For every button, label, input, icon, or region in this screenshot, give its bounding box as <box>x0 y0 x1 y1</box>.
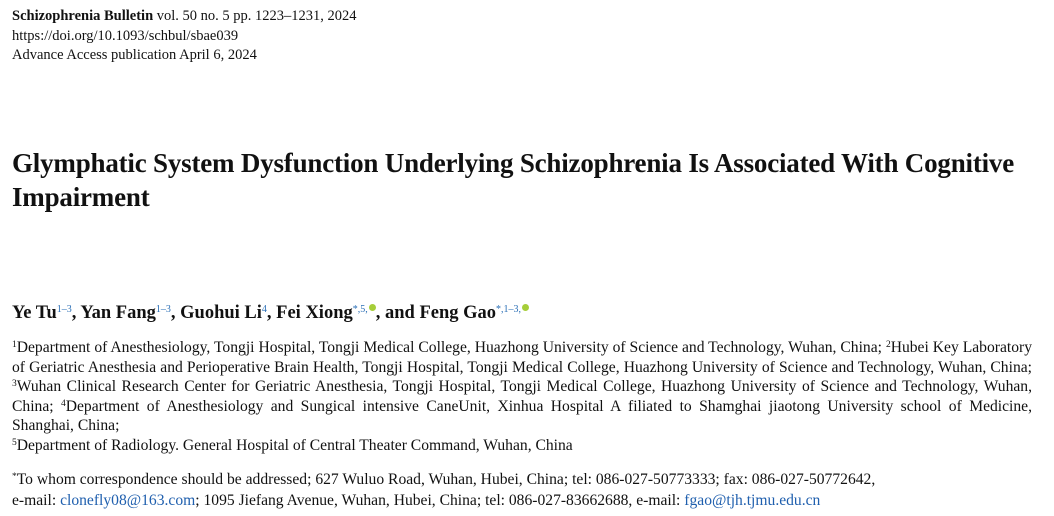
orcid-icon[interactable] <box>369 304 376 311</box>
journal-header <box>12 7 357 66</box>
author-affiliation-sup[interactable]: 1–3 <box>56 304 72 315</box>
author-affiliation-sup[interactable]: *,5, <box>352 304 368 315</box>
author-separator: , <box>170 303 181 323</box>
author-name: Guohui Li <box>180 303 262 323</box>
author-list <box>12 303 529 324</box>
doi-link[interactable]: https://doi.org/10.1093/schbul/sbae039 <box>12 27 239 44</box>
author-name: Yan Fang <box>80 303 156 323</box>
author-separator: , and <box>375 303 420 323</box>
affiliation-text: Wuhan Clinical Research Center for Geriatric Anesthesia, Tongji Hospital, Tongji Medical College, Huazhong University of Science and Technology, Wuhan, China; <box>12 378 1032 415</box>
affiliation-text: Hubei Key Laboratory of Geriatric Anesthesia and Perioperative Brain Health, Tongji Hospital, Tongji Medical College, Huazhong University of Science and Technology, Wuhan, China; <box>12 339 1032 376</box>
author-separator: , <box>71 303 81 323</box>
affiliation-number: 4 <box>61 398 66 409</box>
affiliation-number: 5 <box>12 437 17 448</box>
author-separator: , <box>266 303 277 323</box>
affiliation-number: 3 <box>12 379 17 390</box>
affiliation-number: 2 <box>885 340 891 350</box>
author-affiliation-sup[interactable]: *,1–3, <box>496 304 522 315</box>
email-link-2[interactable]: fgao@tjh.tjmu.edu.cn <box>684 491 821 509</box>
journal-citation: vol. 50 no. 5 pp. 1223–1231, 2024 <box>153 8 357 24</box>
correspondence-mark: * <box>12 472 17 482</box>
affiliations <box>12 338 1032 456</box>
journal-name: Schizophrenia Bulletin <box>12 8 154 24</box>
correspondence-address-2: ; 1095 Jiefang Avenue, Wuhan, Hubei, China; tel: 086-027-83662688, e-mail: <box>195 491 685 509</box>
correspondence-line-2 <box>12 491 1048 512</box>
email-label: e-mail: <box>12 491 61 509</box>
author-affiliation-sup[interactable]: 4 <box>261 304 267 315</box>
orcid-icon[interactable] <box>522 304 529 311</box>
citation-line <box>12 7 357 27</box>
affiliation-text: Department of Anesthesiology and Sungical intensive CaneUnit, Xinhua Hospital A filiated to Shamghai jiaotong University school of Medicine, Shanghai, China; <box>12 397 1032 435</box>
correspondence <box>12 470 1048 511</box>
affiliation-number: 1 <box>12 340 17 350</box>
correspondence-address: To whom correspondence should be addressed; 627 Wuluo Road, Wuhan, Hubei, China; tel: 086-027-50773333; fax: 086-027-50772642, <box>16 471 876 488</box>
email-link-1[interactable]: clonefly08@163.com <box>60 491 196 509</box>
advance-access: Advance Access publication April 6, 2024 <box>12 47 257 63</box>
affiliation-text: Department of Anesthesiology, Tongji Hospital, Tongji Medical College, Huazhong University of Science and Technology, Wuhan, China; <box>16 339 886 356</box>
author-name: Feng Gao <box>419 303 497 323</box>
correspondence-line-1 <box>12 470 1048 491</box>
article-title: Glymphatic System Dysfunction Underlying Schizophrenia Is Associated With Cognitive Impairment <box>12 148 1015 212</box>
author-name: Fei Xiong <box>276 303 353 323</box>
affiliation-text: Department of Radiology. General Hospital of Central Theater Command, Wuhan, China <box>16 436 573 454</box>
author-affiliation-sup[interactable]: 1–3 <box>155 304 171 315</box>
author-name: Ye Tu <box>12 303 57 323</box>
